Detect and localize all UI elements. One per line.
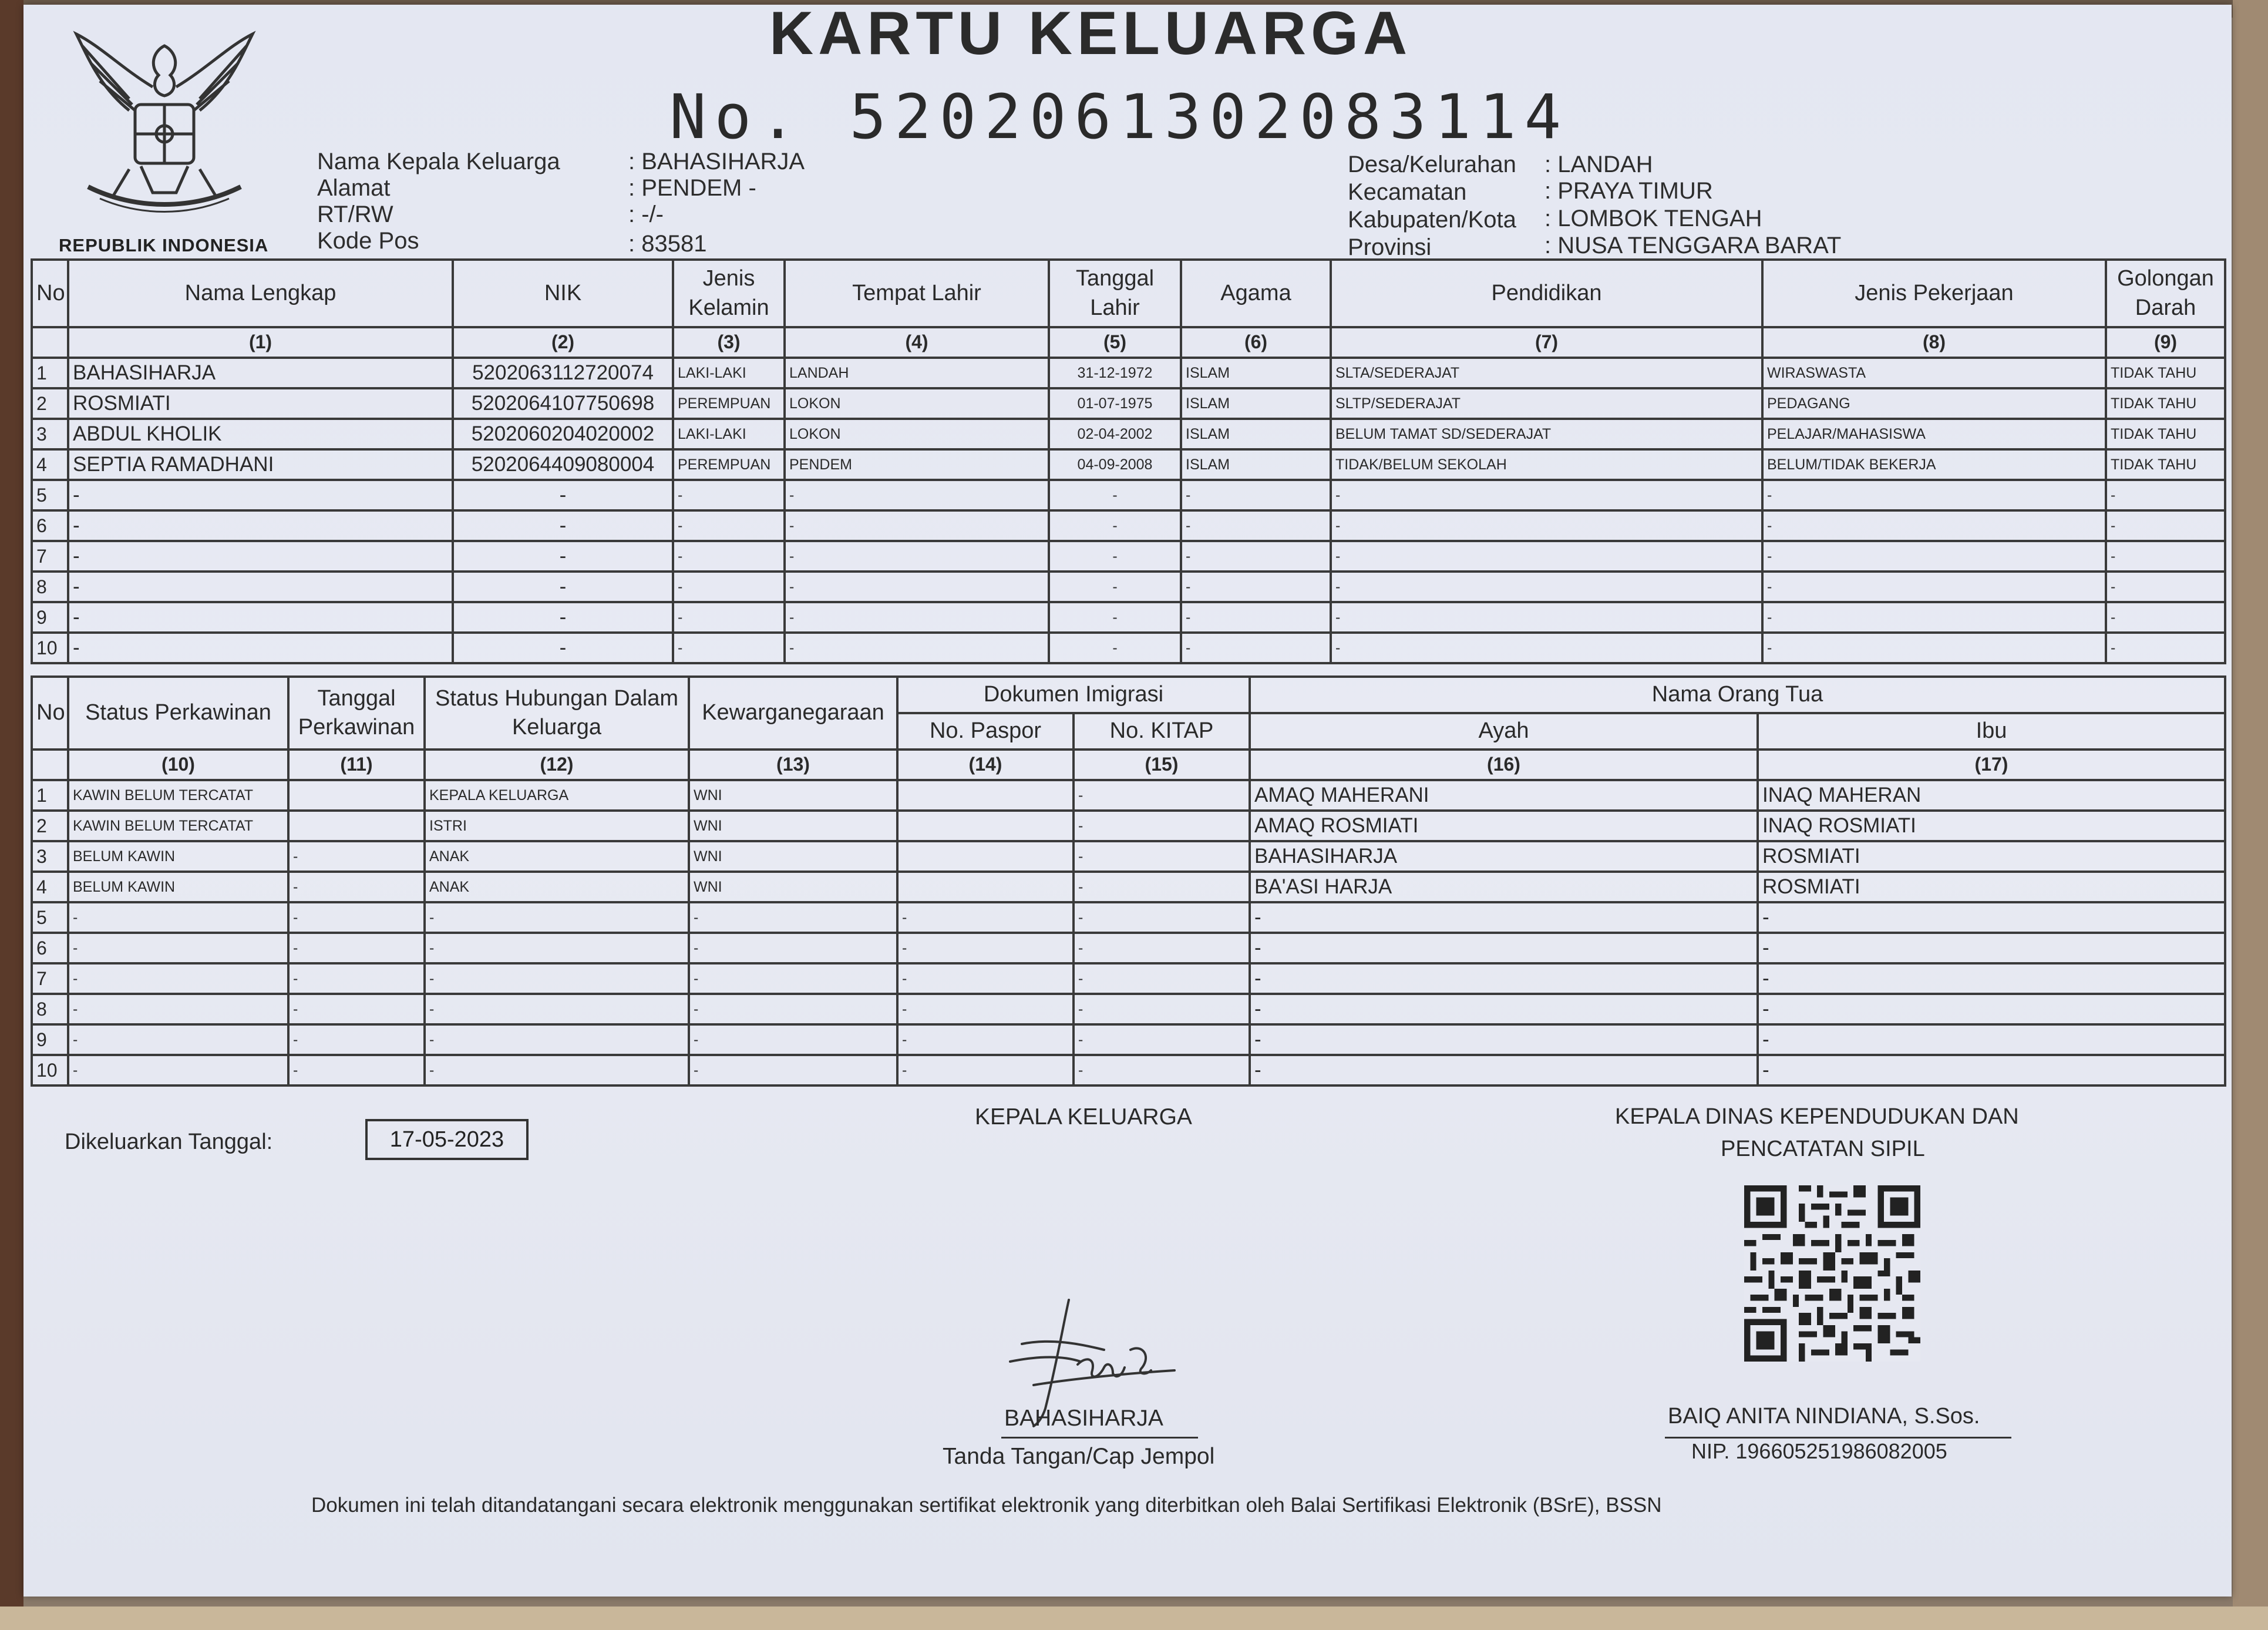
head-of-family-title: KEPALA KELUARGA bbox=[975, 1104, 1192, 1130]
signature-caption: Tanda Tangan/Cap Jempol bbox=[943, 1444, 1215, 1469]
table-cell: WNI bbox=[689, 841, 897, 872]
header-label: RT/RW bbox=[317, 201, 393, 227]
table-cell: - bbox=[2106, 480, 2225, 510]
table-row bbox=[32, 841, 2225, 872]
table-cell: 5202064107750698 bbox=[453, 388, 673, 419]
table-cell: ISTRI bbox=[425, 811, 689, 841]
table-cell: - bbox=[673, 510, 785, 541]
col-header: Status Hubungan Dalam Keluarga bbox=[425, 677, 689, 750]
table-cell: - bbox=[673, 480, 785, 510]
table-cell: - bbox=[1074, 1055, 1250, 1085]
row-number-cell: 8 bbox=[32, 572, 68, 602]
col-header: Dokumen Imigrasi bbox=[897, 677, 1250, 713]
row-number-cell: 3 bbox=[32, 419, 68, 449]
qr-code-icon bbox=[1744, 1185, 1920, 1362]
table-cell: - bbox=[288, 902, 425, 933]
document-title: KARTU KELUARGA bbox=[769, 0, 1412, 68]
table-cell: - bbox=[2106, 633, 2225, 663]
header-value: : -/- bbox=[628, 201, 664, 227]
signature-underline bbox=[1001, 1437, 1198, 1439]
family-status-table bbox=[31, 675, 2226, 1087]
table-cell: - bbox=[288, 1055, 425, 1085]
table-cell: - bbox=[1181, 541, 1331, 572]
col-number: (2) bbox=[453, 327, 673, 358]
col-number: (6) bbox=[1181, 327, 1331, 358]
table-cell: ROSMIATI bbox=[1758, 872, 2225, 902]
table-row bbox=[32, 510, 2225, 541]
table-row bbox=[32, 602, 2225, 633]
table-cell: - bbox=[288, 933, 425, 963]
table-cell: - bbox=[1762, 602, 2106, 633]
official-title-line2: PENCATATAN SIPIL bbox=[1721, 1137, 1925, 1161]
table-cell: - bbox=[1250, 1024, 1758, 1055]
table-cell: PELAJAR/MAHASISWA bbox=[1762, 419, 2106, 449]
table-cell: PEREMPUAN bbox=[673, 449, 785, 480]
table-cell: - bbox=[1331, 510, 1762, 541]
table-cell: TIDAK TAHU bbox=[2106, 358, 2225, 388]
table-cell: - bbox=[673, 572, 785, 602]
table-cell: - bbox=[453, 541, 673, 572]
table-row bbox=[32, 780, 2225, 811]
table-cell: - bbox=[1049, 602, 1181, 633]
table-row bbox=[32, 358, 2225, 388]
table-cell: - bbox=[897, 963, 1074, 994]
table-cell bbox=[897, 811, 1074, 841]
table-cell: BELUM KAWIN bbox=[68, 841, 288, 872]
col-number: (8) bbox=[1762, 327, 2106, 358]
col-number: (10) bbox=[68, 750, 288, 780]
table-cell: AMAQ ROSMIATI bbox=[1250, 811, 1758, 841]
table-cell: 31-12-1972 bbox=[1049, 358, 1181, 388]
table-cell: PEREMPUAN bbox=[673, 388, 785, 419]
row-number-cell: 10 bbox=[32, 633, 68, 663]
table-cell: - bbox=[1331, 633, 1762, 663]
table-cell: ISLAM bbox=[1181, 388, 1331, 419]
table-cell: ROSMIATI bbox=[1758, 841, 2225, 872]
table-cell: TIDAK TAHU bbox=[2106, 449, 2225, 480]
table-cell: - bbox=[1074, 780, 1250, 811]
table-cell: - bbox=[1074, 963, 1250, 994]
table-cell: - bbox=[1049, 572, 1181, 602]
table-cell: - bbox=[689, 902, 897, 933]
table-cell: - bbox=[453, 572, 673, 602]
official-nip: NIP. 196605251986082005 bbox=[1691, 1439, 1947, 1463]
table-cell: - bbox=[68, 933, 288, 963]
table-cell: ISLAM bbox=[1181, 419, 1331, 449]
row-number-cell: 9 bbox=[32, 602, 68, 633]
table-cell: - bbox=[1758, 1024, 2225, 1055]
table-cell: - bbox=[785, 572, 1049, 602]
table-cell: - bbox=[673, 602, 785, 633]
table-header-row bbox=[32, 677, 2225, 713]
table-cell: - bbox=[1250, 994, 1758, 1024]
table-cell: - bbox=[689, 1024, 897, 1055]
table-row bbox=[32, 541, 2225, 572]
table-cell: - bbox=[425, 1024, 689, 1055]
col-header: Golongan Darah bbox=[2106, 260, 2225, 327]
col-number: (1) bbox=[68, 327, 453, 358]
table-row bbox=[32, 633, 2225, 663]
issued-date: 17-05-2023 bbox=[365, 1119, 529, 1160]
table-cell: - bbox=[68, 510, 453, 541]
table-cell: - bbox=[689, 994, 897, 1024]
emblem-caption: REPUBLIK INDONESIA bbox=[59, 235, 269, 256]
table-cell: - bbox=[1049, 510, 1181, 541]
table-cell: - bbox=[1074, 933, 1250, 963]
col-header: Kewarganegaraan bbox=[689, 677, 897, 750]
header-label: Kabupaten/Kota bbox=[1348, 207, 1516, 233]
row-number-cell: 8 bbox=[32, 994, 68, 1024]
table-cell: - bbox=[1331, 602, 1762, 633]
row-number-cell: 4 bbox=[32, 449, 68, 480]
background-right bbox=[2233, 0, 2268, 1630]
header-label: Kode Pos bbox=[317, 228, 419, 254]
table-row bbox=[32, 963, 2225, 994]
row-number-cell: 1 bbox=[32, 358, 68, 388]
table-cell: TIDAK TAHU bbox=[2106, 419, 2225, 449]
table-cell: - bbox=[288, 963, 425, 994]
table-cell: SEPTIA RAMADHANI bbox=[68, 449, 453, 480]
table-cell: - bbox=[673, 633, 785, 663]
row-number-cell: 6 bbox=[32, 933, 68, 963]
col-number: (7) bbox=[1331, 327, 1762, 358]
table-cell: - bbox=[288, 994, 425, 1024]
table-cell: - bbox=[2106, 541, 2225, 572]
col-header: NIK bbox=[453, 260, 673, 327]
table-cell: - bbox=[1049, 480, 1181, 510]
table1-body bbox=[32, 358, 2225, 663]
table-cell: BELUM/TIDAK BEKERJA bbox=[1762, 449, 2106, 480]
header-label: Nama Kepala Keluarga bbox=[317, 149, 560, 174]
table-cell: - bbox=[785, 602, 1049, 633]
table-cell bbox=[288, 780, 425, 811]
table-cell: - bbox=[68, 480, 453, 510]
table-cell: - bbox=[1762, 541, 2106, 572]
col-header: No. KITAP bbox=[1074, 713, 1250, 750]
header-value: : NUSA TENGGARA BARAT bbox=[1544, 233, 1842, 258]
table-cell: - bbox=[453, 602, 673, 633]
table-cell: - bbox=[288, 841, 425, 872]
table-cell: - bbox=[673, 541, 785, 572]
header-value: : BAHASIHARJA bbox=[628, 149, 805, 174]
header-value: : LANDAH bbox=[1544, 152, 1653, 177]
table-cell: - bbox=[1250, 1055, 1758, 1085]
table-cell: AMAQ MAHERANI bbox=[1250, 780, 1758, 811]
table-cell: - bbox=[68, 1055, 288, 1085]
table-cell: - bbox=[689, 1055, 897, 1085]
table-cell: - bbox=[453, 510, 673, 541]
table-cell: - bbox=[2106, 510, 2225, 541]
table-cell: PEDAGANG bbox=[1762, 388, 2106, 419]
background-bottom bbox=[0, 1607, 2268, 1630]
table-cell: - bbox=[288, 872, 425, 902]
table-cell: - bbox=[425, 933, 689, 963]
table-cell: - bbox=[1250, 963, 1758, 994]
table-cell: - bbox=[425, 902, 689, 933]
table-cell: - bbox=[288, 1024, 425, 1055]
table-cell: - bbox=[68, 572, 453, 602]
table-cell: LOKON bbox=[785, 388, 1049, 419]
table-cell: ANAK bbox=[425, 841, 689, 872]
col-number: (11) bbox=[288, 750, 425, 780]
table-cell: - bbox=[1762, 480, 2106, 510]
table-cell: - bbox=[1331, 572, 1762, 602]
col-header: Jenis Pekerjaan bbox=[1762, 260, 2106, 327]
table-row bbox=[32, 902, 2225, 933]
table-cell: - bbox=[897, 933, 1074, 963]
column-number-row bbox=[32, 750, 2225, 780]
table-row bbox=[32, 933, 2225, 963]
table-cell: - bbox=[1074, 994, 1250, 1024]
table-cell: - bbox=[1074, 841, 1250, 872]
col-number: (14) bbox=[897, 750, 1074, 780]
table-cell: 04-09-2008 bbox=[1049, 449, 1181, 480]
header-value: : 83581 bbox=[628, 231, 707, 257]
table-row bbox=[32, 811, 2225, 841]
row-number-cell: 2 bbox=[32, 388, 68, 419]
table-cell: BELUM TAMAT SD/SEDERAJAT bbox=[1331, 419, 1762, 449]
col-number: (16) bbox=[1250, 750, 1758, 780]
table-cell: SLTA/SEDERAJAT bbox=[1331, 358, 1762, 388]
table-cell: LAKI-LAKI bbox=[673, 419, 785, 449]
table-cell: BELUM KAWIN bbox=[68, 872, 288, 902]
table-cell: - bbox=[897, 994, 1074, 1024]
table-cell: - bbox=[1758, 1055, 2225, 1085]
table-cell: - bbox=[68, 541, 453, 572]
table-cell: - bbox=[1181, 510, 1331, 541]
garuda-emblem-icon bbox=[65, 22, 264, 216]
header-value: : PRAYA TIMUR bbox=[1544, 178, 1713, 204]
table-cell: - bbox=[785, 510, 1049, 541]
header-label: Kecamatan bbox=[1348, 179, 1467, 205]
header-label: Alamat bbox=[317, 175, 391, 201]
table-cell bbox=[897, 780, 1074, 811]
document-number: No. 5202061302083114 bbox=[669, 81, 1570, 153]
col-number: (15) bbox=[1074, 750, 1250, 780]
table-cell: BA'ASI HARJA bbox=[1250, 872, 1758, 902]
table-cell: - bbox=[1181, 633, 1331, 663]
table-cell: - bbox=[1074, 1024, 1250, 1055]
table-cell: - bbox=[1074, 811, 1250, 841]
table-cell: - bbox=[1049, 633, 1181, 663]
col-header: Jenis Kelamin bbox=[673, 260, 785, 327]
header-label: Provinsi bbox=[1348, 234, 1432, 260]
col-header: Tempat Lahir bbox=[785, 260, 1049, 327]
table-cell: - bbox=[68, 963, 288, 994]
table-cell: - bbox=[785, 541, 1049, 572]
row-number-cell: 4 bbox=[32, 872, 68, 902]
table-cell: 01-07-1975 bbox=[1049, 388, 1181, 419]
table-cell: - bbox=[897, 1055, 1074, 1085]
table-cell: - bbox=[2106, 572, 2225, 602]
col-header: Ayah bbox=[1250, 713, 1758, 750]
table-cell: KEPALA KELUARGA bbox=[425, 780, 689, 811]
col-header: Status Perkawinan bbox=[68, 677, 288, 750]
table-cell: - bbox=[68, 994, 288, 1024]
col-header: Ibu bbox=[1758, 713, 2225, 750]
table-cell: - bbox=[689, 933, 897, 963]
table-cell: - bbox=[68, 633, 453, 663]
column-number-row bbox=[32, 327, 2225, 358]
table-cell: - bbox=[1331, 480, 1762, 510]
table-cell: - bbox=[425, 1055, 689, 1085]
table-cell: KAWIN BELUM TERCATAT bbox=[68, 811, 288, 841]
table-cell: - bbox=[897, 1024, 1074, 1055]
table-row bbox=[32, 1055, 2225, 1085]
table-row bbox=[32, 872, 2225, 902]
table-cell: - bbox=[1758, 933, 2225, 963]
table-cell: - bbox=[1758, 994, 2225, 1024]
row-number-cell: 10 bbox=[32, 1055, 68, 1085]
row-number-cell: 3 bbox=[32, 841, 68, 872]
row-number-cell: 6 bbox=[32, 510, 68, 541]
table-cell: ISLAM bbox=[1181, 358, 1331, 388]
table-row bbox=[32, 388, 2225, 419]
table-cell: TIDAK TAHU bbox=[2106, 388, 2225, 419]
col-header: Pendidikan bbox=[1331, 260, 1762, 327]
table-row bbox=[32, 994, 2225, 1024]
table-cell: TIDAK/BELUM SEKOLAH bbox=[1331, 449, 1762, 480]
header-value: : LOMBOK TENGAH bbox=[1544, 206, 1762, 231]
col-number: (4) bbox=[785, 327, 1049, 358]
table-cell: WNI bbox=[689, 872, 897, 902]
row-number-cell: 7 bbox=[32, 963, 68, 994]
col-header: Agama bbox=[1181, 260, 1331, 327]
table-cell: BAHASIHARJA bbox=[1250, 841, 1758, 872]
table-cell: - bbox=[1074, 902, 1250, 933]
table-cell: - bbox=[1049, 541, 1181, 572]
table-cell: WIRASWASTA bbox=[1762, 358, 2106, 388]
table-cell: ANAK bbox=[425, 872, 689, 902]
table-cell: - bbox=[1181, 572, 1331, 602]
table-cell: - bbox=[453, 480, 673, 510]
table-cell: LAKI-LAKI bbox=[673, 358, 785, 388]
official-name-underline bbox=[1665, 1437, 2011, 1439]
table-cell: ISLAM bbox=[1181, 449, 1331, 480]
table-cell: - bbox=[425, 994, 689, 1024]
table-cell: - bbox=[897, 902, 1074, 933]
table-cell: - bbox=[1331, 541, 1762, 572]
table-cell: SLTP/SEDERAJAT bbox=[1331, 388, 1762, 419]
col-header: No bbox=[32, 260, 68, 327]
col-number bbox=[32, 327, 68, 358]
row-number-cell: 9 bbox=[32, 1024, 68, 1055]
table-cell: - bbox=[2106, 602, 2225, 633]
table-cell: - bbox=[68, 602, 453, 633]
table2-body bbox=[32, 780, 2225, 1085]
col-number: (5) bbox=[1049, 327, 1181, 358]
table-cell: - bbox=[1074, 872, 1250, 902]
table-cell bbox=[288, 811, 425, 841]
issued-label: Dikeluarkan Tanggal: bbox=[65, 1130, 273, 1154]
table-cell: - bbox=[1758, 902, 2225, 933]
row-number-cell: 5 bbox=[32, 902, 68, 933]
row-number-cell: 1 bbox=[32, 780, 68, 811]
table-cell: BAHASIHARJA bbox=[68, 358, 453, 388]
col-number: (9) bbox=[2106, 327, 2225, 358]
col-header: Nama Orang Tua bbox=[1250, 677, 2225, 713]
background-left bbox=[0, 0, 23, 1630]
table-cell bbox=[897, 872, 1074, 902]
table-cell bbox=[897, 841, 1074, 872]
table-row bbox=[32, 572, 2225, 602]
col-header: Nama Lengkap bbox=[68, 260, 453, 327]
table-cell: 02-04-2002 bbox=[1049, 419, 1181, 449]
table-row bbox=[32, 480, 2225, 510]
table-row bbox=[32, 449, 2225, 480]
header-label: Desa/Kelurahan bbox=[1348, 152, 1516, 177]
table-cell: LOKON bbox=[785, 419, 1049, 449]
table-cell: - bbox=[785, 633, 1049, 663]
table-cell: 5202064409080004 bbox=[453, 449, 673, 480]
col-number: (17) bbox=[1758, 750, 2225, 780]
header-value: : PENDEM - bbox=[628, 175, 756, 201]
table-cell: - bbox=[689, 963, 897, 994]
table-cell: - bbox=[425, 963, 689, 994]
official-name: BAIQ ANITA NINDIANA, S.Sos. bbox=[1668, 1404, 1980, 1429]
electronic-signature-disclaimer: Dokumen ini telah ditandatangani secara elektronik menggunakan sertifikat elektronik yang diterbitkan oleh Balai Sertifikasi Elektronik (BSrE), BSSN bbox=[311, 1494, 1662, 1517]
col-number: (3) bbox=[673, 327, 785, 358]
table-cell: ABDUL KHOLIK bbox=[68, 419, 453, 449]
table-cell: - bbox=[1762, 633, 2106, 663]
table-cell: - bbox=[1181, 480, 1331, 510]
table-cell: KAWIN BELUM TERCATAT bbox=[68, 780, 288, 811]
col-number: (12) bbox=[425, 750, 689, 780]
table-cell: ROSMIATI bbox=[68, 388, 453, 419]
table-cell: - bbox=[1758, 963, 2225, 994]
col-header: No bbox=[32, 677, 68, 750]
table-row bbox=[32, 419, 2225, 449]
col-number bbox=[32, 750, 68, 780]
family-members-table bbox=[31, 258, 2226, 664]
table-cell: 5202060204020002 bbox=[453, 419, 673, 449]
table-cell: LANDAH bbox=[785, 358, 1049, 388]
table-cell: - bbox=[1250, 902, 1758, 933]
table-cell: INAQ ROSMIATI bbox=[1758, 811, 2225, 841]
row-number-cell: 2 bbox=[32, 811, 68, 841]
table-cell: 5202063112720074 bbox=[453, 358, 673, 388]
row-number-cell: 5 bbox=[32, 480, 68, 510]
table-cell: WNI bbox=[689, 811, 897, 841]
table-cell: - bbox=[1762, 572, 2106, 602]
table-cell: - bbox=[785, 480, 1049, 510]
table-cell: PENDEM bbox=[785, 449, 1049, 480]
col-header: Tanggal Perkawinan bbox=[288, 677, 425, 750]
table-row bbox=[32, 1024, 2225, 1055]
table-cell: - bbox=[1181, 602, 1331, 633]
table-cell: - bbox=[68, 902, 288, 933]
col-header: No. Paspor bbox=[897, 713, 1074, 750]
head-of-family-name: BAHASIHARJA bbox=[1004, 1406, 1163, 1431]
family-card-document bbox=[23, 0, 2232, 1597]
row-number-cell: 7 bbox=[32, 541, 68, 572]
official-title-line1: KEPALA DINAS KEPENDUDUKAN DAN bbox=[1615, 1104, 2019, 1129]
table-cell: INAQ MAHERAN bbox=[1758, 780, 2225, 811]
table-cell: - bbox=[68, 1024, 288, 1055]
table-cell: - bbox=[1250, 933, 1758, 963]
table-cell: - bbox=[1762, 510, 2106, 541]
col-number: (13) bbox=[689, 750, 897, 780]
table-cell: - bbox=[453, 633, 673, 663]
table-cell: WNI bbox=[689, 780, 897, 811]
col-header: Tanggal Lahir bbox=[1049, 260, 1181, 327]
table-header-row bbox=[32, 260, 2225, 327]
